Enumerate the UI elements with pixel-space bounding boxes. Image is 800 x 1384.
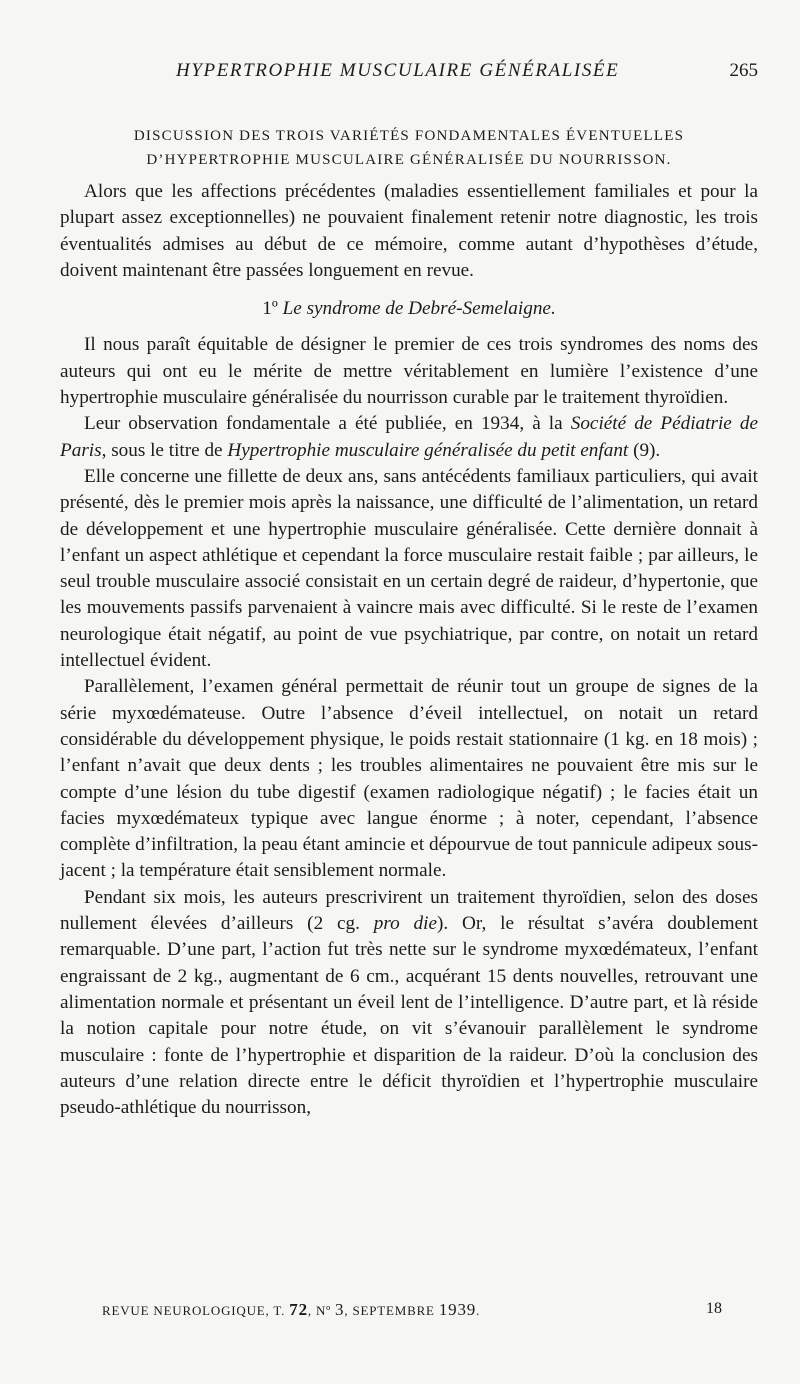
reference-number: (9). [628,439,661,461]
paragraph-intro: Alors que les affections précédentes (maladies essentiellement familiales et pour la plupart assez exceptionnelles) ne pouvaient finalement retenir notre diagnostic, les trois éventualités admises au début de ce mémoire, comme autant d’hypothèses d’étude, doivent maintenant être passées longuement en revue. [60,181,758,281]
paragraph-observation-text: Leur observation fondamentale a été publiée, en 1934, à la [84,413,571,435]
paragraph-case: Elle concerne une fillette de deux ans, sans antécédents familiaux particuliers, qui avait présenté, dès le premier mois après la naissance, une difficulté de l’alimentation, un retard de développement et une hypertrophie musculaire généralisée. Cette dernière donnait à l’enfant un aspect athlétique et cependant la force musculaire restait faible ; par ailleurs, le seul trouble musculaire associé consistait en un certain degré de raideur, d’hypertonie, que les mouvements passifs parvenaient à vaincre mais avec difficulté. Si le reste de l’examen neurologique était négatif, au point de vue psychiatrique, par contre, on notait un retard intellectuel évident. [60,465,758,672]
subsection-number: 1º [262,298,278,320]
journal-volume: 72 [289,1300,308,1319]
paragraph-treatment-text: Pendant six mois, les auteurs prescrivirent un traitement thyroïdien, selon des doses nullement élevées d’ailleurs (2 cg. [60,886,758,935]
paragraph-treatment-text: ). Or, le résultat s’avéra doublement remarquable. D’une part, l’action fut très nette sur le syndrome myxœdémateux, l’enfant engraissant de 2 kg., augmentant de 6 cm., acquérant 15 dents nouvelles, retrouvant une alimentation normale et présentant un éveil lent de l’intelligence. D’autre part, et là réside la notion capitale pour notre étude, on vit s’évanouir parallèlement le syndrome musculaire : fonte de l’hypertrophie et disparition de la raideur. D’où la conclusion des auteurs d’une relation directe entre le déficit thyroïdien et l’hypertrophie musculaire pseudo-athlétique du nourrisson, [60,913,758,1119]
paragraph-naming: Il nous paraît équitable de désigner le premier de ces trois syndromes des noms des auteurs qui ont eu le mérite de mettre véritablement en lumière l’existence d’une hypertrophie musculaire généralisée du nourrisson curable par le traitement thyroïdien. [60,334,758,409]
publication-title: Hypertrophie musculaire généralisée du petit enfant [227,439,629,461]
subsection-title: Le syndrome de Debré-Semelaigne. [282,298,556,320]
running-title: HYPERTROPHIE MUSCULAIRE GÉNÉRALISÉE [176,60,620,81]
paragraph-treatment [60,885,758,1122]
signature-mark: 18 [706,1300,722,1317]
society-name: Société de Pédiatrie de Paris [60,413,758,461]
journal-period: . [476,1303,481,1318]
section-heading-line-1: DISCUSSION DES TROIS VARIÉTÉS FONDAMENTALES ÉVENTUELLES [133,128,685,144]
page-footer [102,1300,758,1324]
subsection-heading [60,296,758,322]
body-text [60,179,758,1121]
section-heading [60,124,758,172]
paragraph-general-exam: Parallèlement, l’examen général permettait de réunir tout un groupe de signes de la série myxœdémateuse. Outre l’absence d’éveil intellectuel, on notait un retard considérable du développement physique, le poids restait stationnaire (1 kg. en 18 mois) ; l’enfant n’avait que deux dents ; les troubles alimentaires ne pouvaient être mis sur le compte d’une lésion du tube digestif (examen radiologique négatif) ; le facies était un facies myxœdémateux typique avec langue énorme ; à noter, cependant, l’absence complète d’infiltration, la peau étant amincie et dépourvue de tout pannicule adipeux sous-jacent ; la température était sensiblement normale. [60,676,758,882]
paragraph-observation [60,411,758,464]
journal-month: , SEPTEMBRE [344,1303,439,1318]
running-head [60,60,758,88]
journal-name: REVUE NEUROLOGIQUE, T. [102,1303,290,1318]
page-number: 265 [729,60,758,81]
paragraph-observation-text: , sous le titre de [101,439,228,461]
section-heading-line-2: D’HYPERTROPHIE MUSCULAIRE GÉNÉRALISÉE DU NOURRISSON. [146,152,672,168]
journal-year: 1939 [438,1300,477,1319]
journal-citation [102,1300,480,1320]
journal-number: 3 [335,1300,345,1319]
latin-term: pro die [373,913,437,935]
journal-number-label: , Nº [307,1303,336,1318]
